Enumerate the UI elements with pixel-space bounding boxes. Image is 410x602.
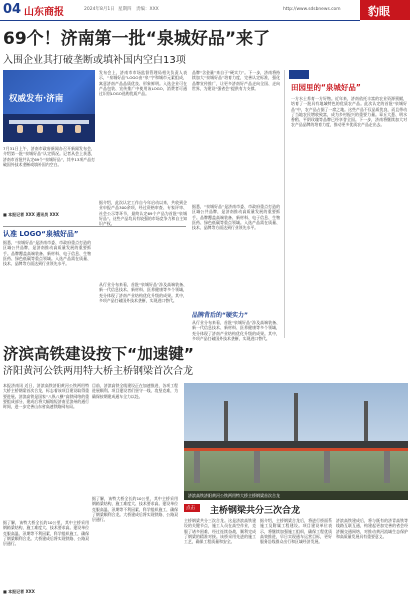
story2-body-2: 目前，济滨高铁全线建设正在加速推进，各项工程进展顺利。项目建设者们坚守一线、攻坚克难，为确保按期建成通车全力以赴。 — [92, 383, 178, 399]
sidebar-body: 一方水土养育一方好物。近年来，济南依托丰富的农业资源禀赋，培育了一批具有地域特色的优质农产品。此次认定的首批“泉城好品”中，农产品占据了一席之地。这些产品不仅品质优良，而且带动了当地农民增收致富，成为乡村振兴的重要力量。章丘大葱、明水香稻、平阴玫瑰等品牌已经享誉全国。下一步，济南将继续加大对农产品品牌的培育力度，推动更多优质农产品走出去。 — [291, 96, 407, 128]
sidebar-title: 田园里的“泉城好品” — [291, 83, 361, 92]
story2-body-1: 据了解，该特大桥全长约10公里，其中主桥采用钢箱梁结构，施工难度大、技术要求高。建设单位克服高温、汛期等不利因素，科学组织施工，确保了钢梁顺利合龙。大桥建成后将实现铁路、公路双层通行。 — [3, 520, 89, 547]
issue-date: 2024年8月1日 — [84, 7, 115, 12]
story1-headline: 69个！济南第一批“泉城好品”来了 — [3, 29, 271, 49]
story2-subhead: 济阳黄河公铁两用特大桥主桥钢梁首次合龙 — [3, 366, 193, 377]
column-tag — [360, 0, 410, 20]
press-conference-photo — [3, 70, 95, 142]
story1-body-2: 发布会上，济南市市场监督管理局相关负责人表示，“泉城好品”LOGO由“泉”字和城市元素组成，寓意济南产品品质优良、形象鲜明。入选企业可在产品包装、宣传推广中使用该LOGO，消费者可通过识别LOGO选购优质产品。 — [99, 70, 187, 97]
editor-credit: 责编：XXX — [136, 7, 159, 12]
story2-col-2: 据介绍，主桥钢梁合龙后，将进行桥面系施工及附属工程建设。项目建设单位表示，将继续加强施工组织，确保工程优质高效推进，早日实现通车运营目标，更好服务沿线群众出行和区域经济发展。 — [260, 518, 332, 545]
issue-weekday: 星期四 — [118, 7, 132, 12]
story2-lead: 本报济南讯 近日，济滨高铁济阳黄河公铁两用特大桥主桥钢梁首次合龙，标志着该项目建设取得重要进展。济滨高铁是国家“八纵八横”高铁网络的重要组成部分，建成后将大幅缩短济南至滨州的通行时间，进一步完善山东省高速铁路网布局。 — [3, 383, 89, 410]
section-name: 山东商报 — [24, 7, 64, 18]
story1-body-5: 品牌“含金量”来自于“硬实力”。下一步，济南将持续加大“泉城好品”培育力度，完善认定标准，强化品牌宣传推广，让更多济南好产品走向全国、走向世界，为建设“强省会”提供有力支撑。 — [192, 70, 280, 91]
story1-byline: ■ 本报记者 XXX 通讯员 XXX — [3, 212, 59, 217]
story1-body-3: 据介绍，此次认定工作自今年启动以来，共收到企业申报产品300余项，经过资格审查、专家评审、社会公示等环节，最终认定69个产品为首批“泉城好品”。这些产品均具有较强的市场竞争力和自主知识产权。 — [99, 200, 187, 227]
page-header — [0, 0, 410, 22]
site-url[interactable]: http://www.sdsbnews.com — [283, 7, 341, 12]
story1-subhead: 入围企业其打破垄断或填补国内空白13项 — [3, 55, 186, 66]
story2-headline: 济滨高铁建设按下“加速键” — [3, 345, 194, 363]
bridge-photo-caption: 济滨高铁济阳黄河公铁两用特大桥主桥钢梁首次合龙 — [184, 491, 408, 500]
sidebar-box — [284, 70, 408, 338]
photo-backdrop-text: 权威发布·济南 — [9, 94, 64, 104]
bridge-photo — [184, 383, 408, 500]
story1-body-7: 从行业分布来看，首批“泉城好品”涉及高端装备、新一代信息技术、新材料、医养健康等多个领域，充分体现了济南产业结构优化升级的成果。其中，多项产品打破国外技术垄断，实现进口替代。 — [192, 320, 280, 341]
story1-body-1: 据悉，“泉城好品”是济南市委、市政府重点打造的区域公共品牌，是济南推动高质量发展的重要抓手。品牌覆盖高端装备、新材料、电子信息、生物医药、绿色低碳等重点领域。入选产品需在质量、技术、品牌等方面达到行业领先水平。 — [3, 240, 91, 267]
story1-body-6: 据悉，“泉城好品”是济南市委、市政府重点打造的区域公共品牌，是济南推动高质量发展的重要抓手。品牌覆盖高端装备、新材料、电子信息、生物医药、绿色低碳等重点领域。入选产品需在质量、技术、品牌等方面达到行业领先水平。 — [192, 204, 280, 231]
story1-subheading-logo: 认准 LOGO“泉城好品” — [3, 230, 79, 238]
story2-tag — [184, 504, 200, 512]
column-tag-text: 豹眼 — [368, 5, 390, 18]
story2-subheading: 主桥钢梁共分三次合龙 — [210, 506, 301, 516]
story2-col-3: 济滨高铁建成后，将与既有的济青高铁等线路互联互通，构建起更加完善的省会经济圈交通网络，对推动黄河流域生态保护和高质量发展具有重要意义。 — [336, 518, 408, 539]
story2-tag-text: 点击 — [186, 506, 195, 511]
sidebar-tag — [289, 70, 309, 79]
header-rule — [0, 20, 360, 21]
story2-body-3: 据了解，该特大桥全长约10公里，其中主桥采用钢箱梁结构，施工难度大、技术要求高。建设单位克服高温、汛期等不利因素，科学组织施工，确保了钢梁顺利合龙。大桥建成后将实现铁路、公路双层通行。 — [92, 496, 178, 523]
story1-body-4: 从行业分布来看，首批“泉城好品”涉及高端装备、新一代信息技术、新材料、医养健康等多个领域，充分体现了济南产业结构优化升级的成果。其中，多项产品打破国外技术垄断，实现进口替代。 — [99, 282, 187, 303]
story2-byline: ■ 本报记者 XXX — [3, 589, 35, 594]
story1-lead: 7月31日上午，济南市政府新闻办召开新闻发布会，介绍第一批“泉城好品”认定情况。记者从会上获悉，济南市首批共认定69个“泉城好品”，其中13项产品打破国外技术垄断或填补国内空白。 — [3, 146, 95, 167]
page-number: 04 — [3, 2, 22, 17]
story2-col-1: 主桥钢梁共分三次合龙。这是济滨高铁建设的关键节点，施工人员在高空作业，克服了诸多困难，经过连续奋战，顺利完成了钢梁的精准对接。该桥采用先进的施工工艺，确保工程质量和安全。 — [184, 518, 256, 545]
story1-subheading-hard-power: 品牌背后的“硬实力” — [192, 312, 248, 319]
